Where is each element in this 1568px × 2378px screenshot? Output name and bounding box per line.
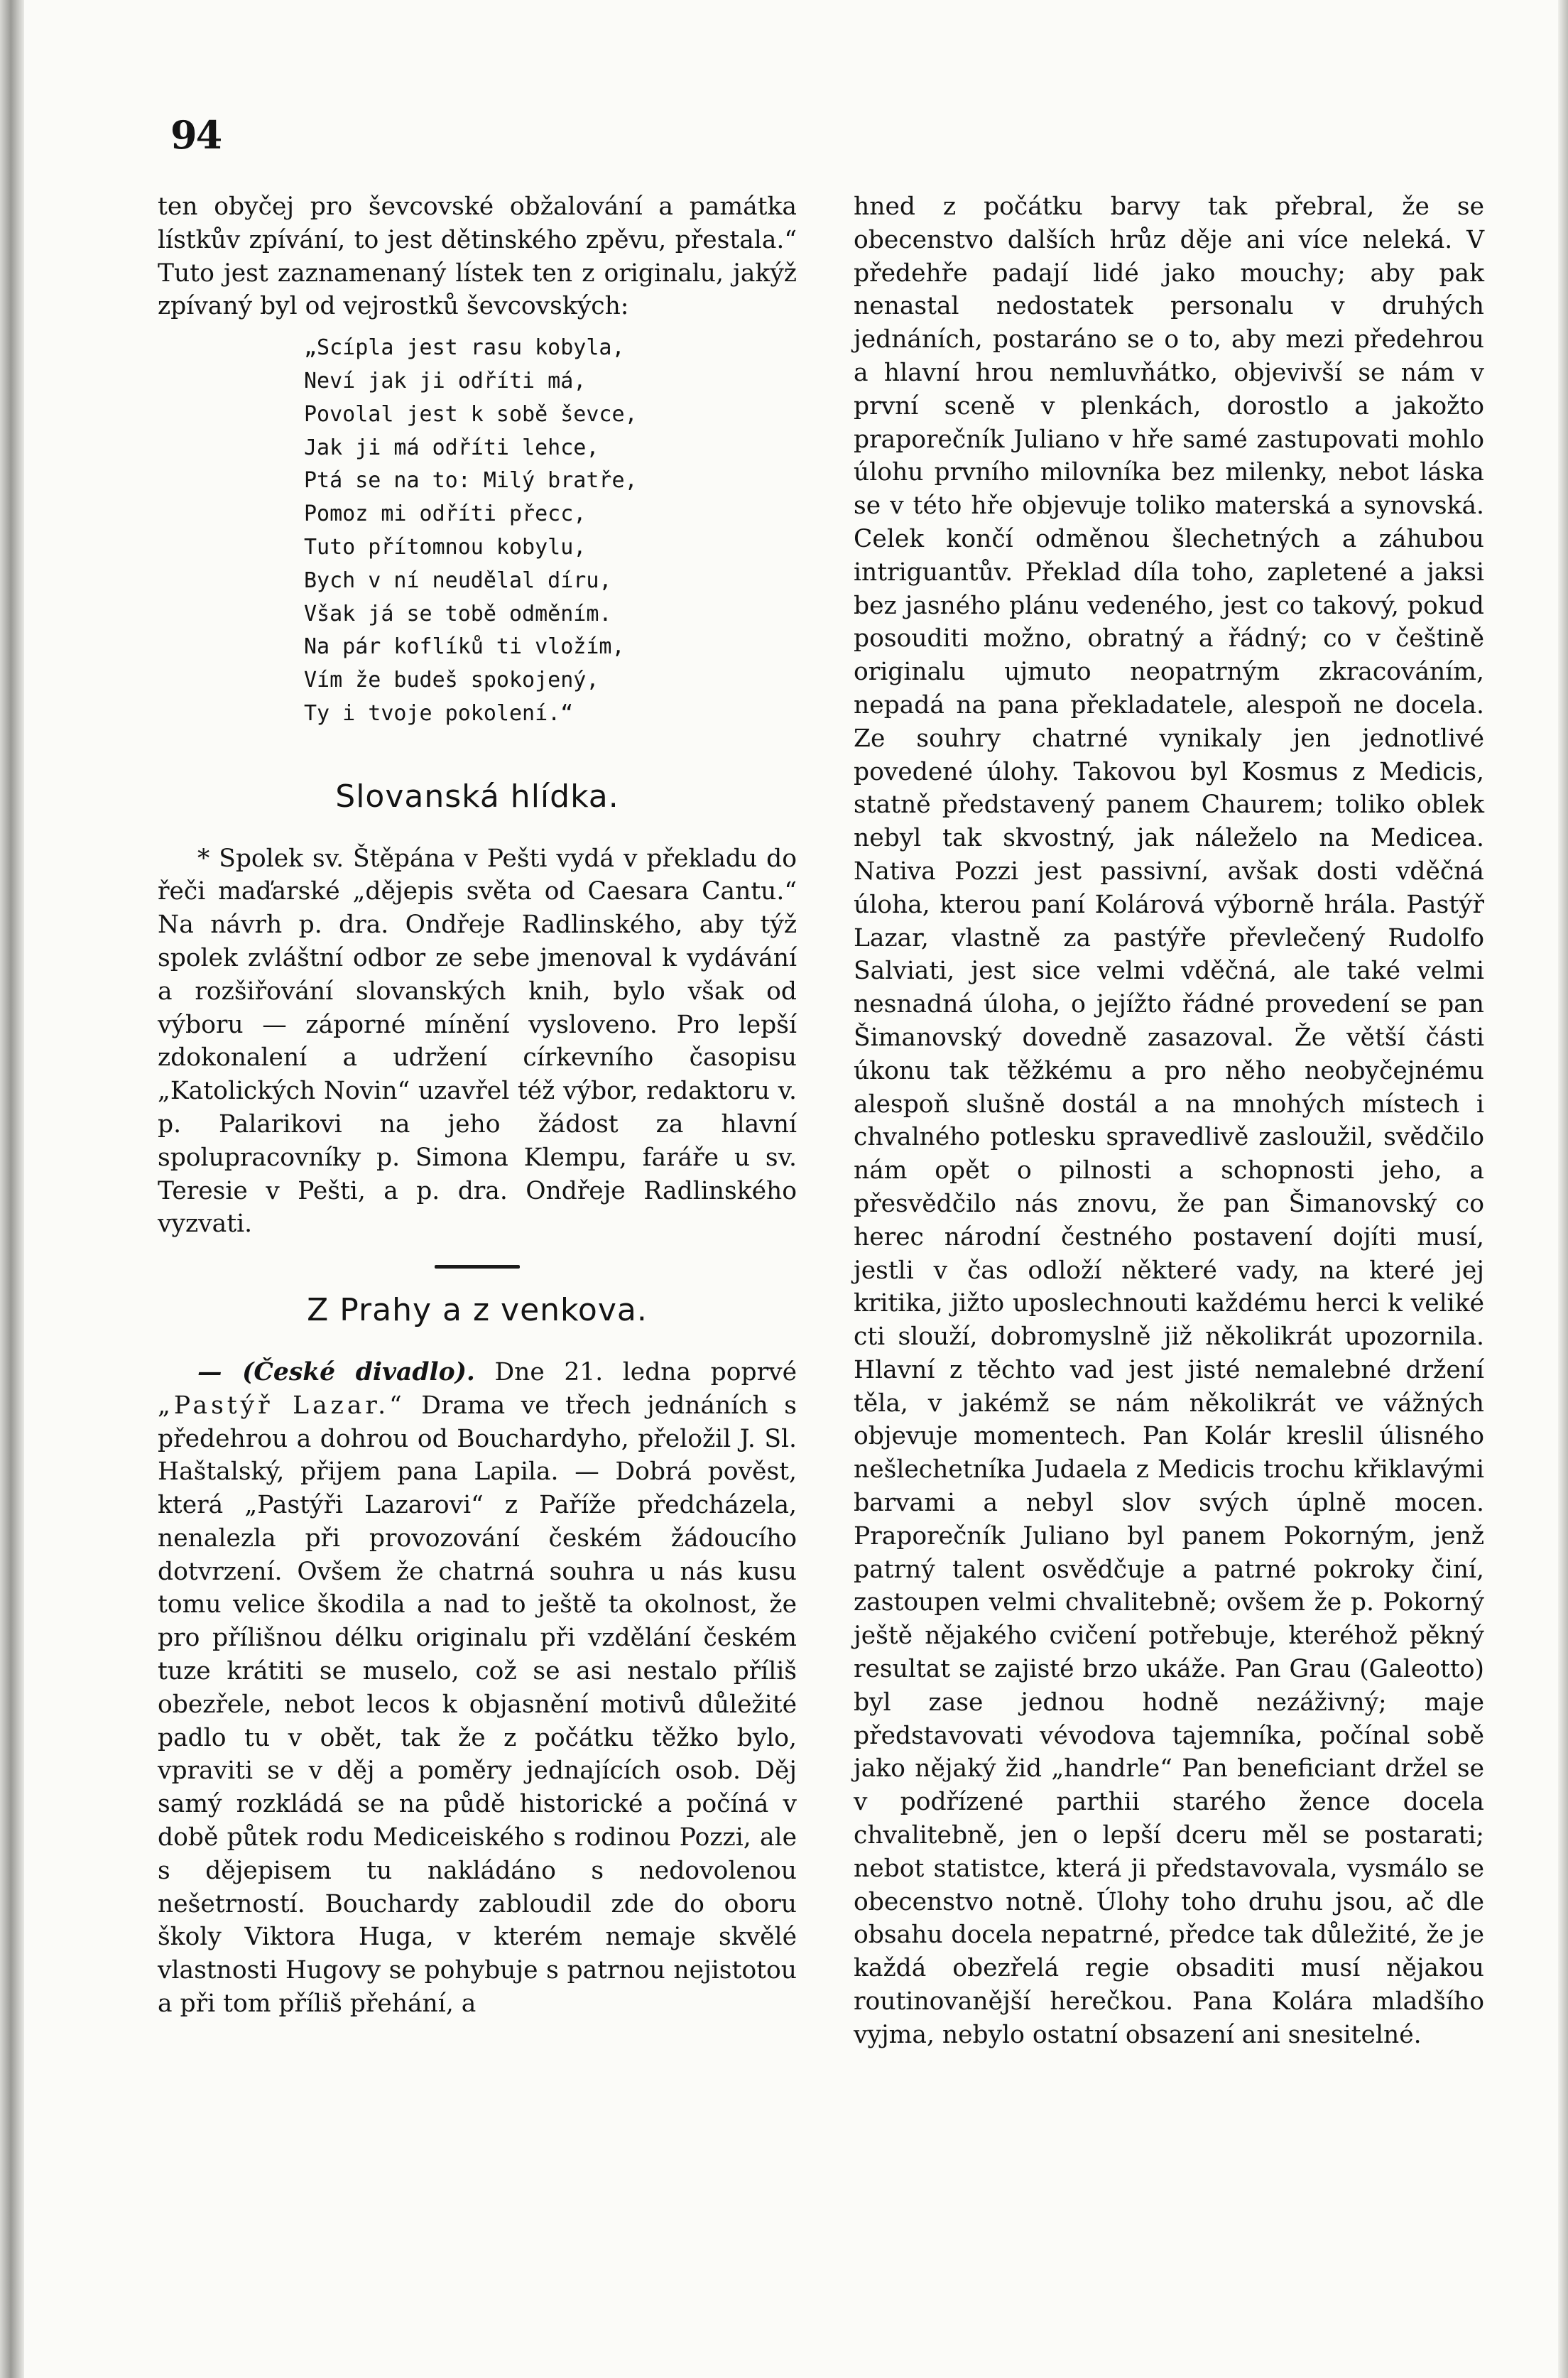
poem-line: Tuto přítomnou kobylu, <box>304 534 587 560</box>
poem-line: Pomoz mi odříti přecc, <box>304 501 587 527</box>
hlidka-paragraph: * Spolek sv. Štěpána v Pešti vydá v překladu do řeči maďarské „dějepis světa od Caesara Cantu.“ Na návrh p. dra. Ondřeje Radlinského, aby týž spolek zvláštní odbor ze sebe jmenoval k vydávání a rozšiřování slovanských knih, bylo však od výboru — záporné mínění vysloveno. Pro lepší zdokonalení a udržení církevního časopisu „Katolických Novin“ uzavřel též výbor, redaktoru v. p. Palarikovi na jeho žádost za hlavní spolupracovníky p. Simona Klempu, faráře u sv. Teresie v Pešti, a p. dra. Ondřeje Radlinského vyzvati. <box>158 844 797 1239</box>
divadlo-date: Dne 21. ledna poprvé <box>474 1357 797 1386</box>
play-title: „Pastýř Lazar.“ <box>158 1391 405 1420</box>
poem-line: Ptá se na to: Milý bratře, <box>304 468 638 494</box>
intro-paragraph: ten obyčej pro ševcovské obžalování a památka lístkův zpívání, to jest dětinského zpěvu, přestala.“ Tuto jest zaznamenaný lístek ten z originalu, jakýž zpívaný byl od vejrostků ševcovských: <box>158 192 797 321</box>
divadlo-text: Drama ve třech jednáních s předehrou a dohrou od Bouchardyho, přeložil J. Sl. Haštalský, přijem pana Lapila. — Dobrá pověst, která „Pastýři Lazarovi“ z Paříže předcházela, nenalezla při provozování českém žádoucího dotvrzení. Ovšem že chatrná souhra u nás kusu tomu velice škodila a nad to ještě ta okolnost, že pro přílišnou délku originalu při vzdělání českém tuze krátiti se muselo, což se asi nestalo příliš obezřele, nebot lecos k objasnění motivů důležité padlo tu v obět, tak že z počátku těžko bylo, vpraviti se v děj a poměry jednajících osob. Děj samý rozkládá se na půdě historické a počíná v době půtek rodu Mediceiského s rodinou Pozzi, ale s dějepisem tu nakládáno s nedovolenou nešetrností. Bouchardy zabloudil zde do oboru školy Viktora Huga, v kterém nemaje skvělé vlastnosti Hugovy se pohybuje s patrnou nejistotou a při tom příliš přehání, a <box>158 1391 797 2019</box>
poem-line: Neví jak ji odříti má, <box>304 368 587 393</box>
poem <box>304 332 797 731</box>
right-column <box>854 190 1484 2052</box>
divider-rule <box>435 1265 520 1269</box>
section-heading-z-prahy: Z Prahy a z venkova. <box>307 1292 648 1329</box>
poem-line: Však já se tobě odměním. <box>304 601 612 626</box>
poem-line: Na pár koflíků ti vložím, <box>304 634 625 660</box>
poem-line: Vím že budeš spokojený, <box>304 668 599 693</box>
page-number: 94 <box>170 112 222 158</box>
section-heading-slovanska-hlidka: Slovanská hlídka. <box>335 778 619 815</box>
poem-line: Jak ji má odříti lehce, <box>304 435 599 460</box>
poem-line: Ty i tvoje pokolení.“ <box>304 700 574 726</box>
poem-line: Povolal jest k sobě ševce, <box>304 401 638 427</box>
left-column <box>158 190 797 2021</box>
divadlo-label: — (České divadlo). <box>197 1357 475 1386</box>
scan-edge-right <box>1558 0 1568 2378</box>
poem-line: Bych v ní neudělal díru, <box>304 568 612 593</box>
poem-line: „Scípla jest rasu kobyla, <box>304 335 625 361</box>
review-paragraph: hned z počátku barvy tak přebral, že se obecenstvo dalších hrůz děje ani více neleká. V předehře padají lidé jako mouchy; aby pak nenastal nedostatek personalu v druhých jednáních, postaráno se o to, aby mezi předehrou a hlavní hrou nemluvňátko, objevivší se nám v první sceně v plenkách, dorostlo a jakožto praporečník Juliano v hře samé zastupovati mohlo úlohu prvního milovníka bez milenky, nebot láska se v této hře objevuje toliko materská a synovská. Celek končí odměnou šlechetných a záhubou intriguantův. Překlad díla toho, zapletené a jaksi bez jasného plánu vedeného, jest co takový, pokud posouditi možno, obratný a řádný; co v češtině originalu ujmuto neopatrným zkracováním, nepadá na pana překladatele, alespoň ne docela. Ze souhry chatrné vynikaly jen jednotlivé povedené úlohy. Takovou byl Kosmus z Medicis, statně představený panem Chaurem; toliko oblek nebyl tak skvostný, jak náleželo na Medicea. Nativa Pozzi jest passivní, avšak dosti vděčná úloha, kterou paní Kolárová výborně hrála. Pastýř Lazar, vlastně za pastýře převlečený Rudolfo Salviati, jest sice velmi vděčná, ale také velmi nesnadná úloha, o jejížto řádné provedení se pan Šimanovský dovedně zasazoval. Že větší části úkonu tak těžkému a pro něho neobyčejnému alespoň slušně dostál a na mnohých místech i chvalného potlesku spravedlivě zasloužil, svědčilo nám opět o pilnosti a schopnosti jeho, a přesvědčilo nás znovu, že pan Šimanovský co herec národní čestného postavení dojíti musí, jestli v čas odloží některé vady, na které jej kritika, jižto uposlechnouti každému herci k veliké cti slouží, dobromyslně již několikrát upozornila. Hlavní z těchto vad jest jisté nemalebné držení těla, v jakémž se nám několikrát ve vážných objevuje momentech. Pan Kolár kreslil úlisného nešlechetníka Judaela z Medicis trochu křiklavými barvami a nebyl slov svých úplně mocen. Praporečník Juliano byl panem Pokorným, jenž patrný talent osvědčuje a patrné pokroky činí, zastoupen velmi chvalitebně; ovšem že p. Pokorný ještě nějakého cvičení potřebuje, kteréhož pěkný resultat se zajisté brzo ukáže. Pan Grau (Galeotto) byl zase jednou hodně nezáživný; maje představovati vévodova tajemníka, počínal sobě jako nějaký žid „handrle“ Pan beneficiant držel se v podřízené parthii starého žence docela chvalitebně, jen o lepší dceru měl se postarati; nebot statistce, která ji představovala, vysmálo se obecenstvo notně. Úlohy toho druhu jsou, ač dle obsahu docela nepatrné, předce tak důležité, že je každá obezřelá regie obsaditi musí nějakou routinovanější herečkou. Pana Kolára mladšího vyjma, nebylo ostatní obsazení ani snesitelné. <box>854 192 1484 2049</box>
scan-edge-left <box>0 0 24 2378</box>
divadlo-paragraph <box>158 1356 797 2021</box>
